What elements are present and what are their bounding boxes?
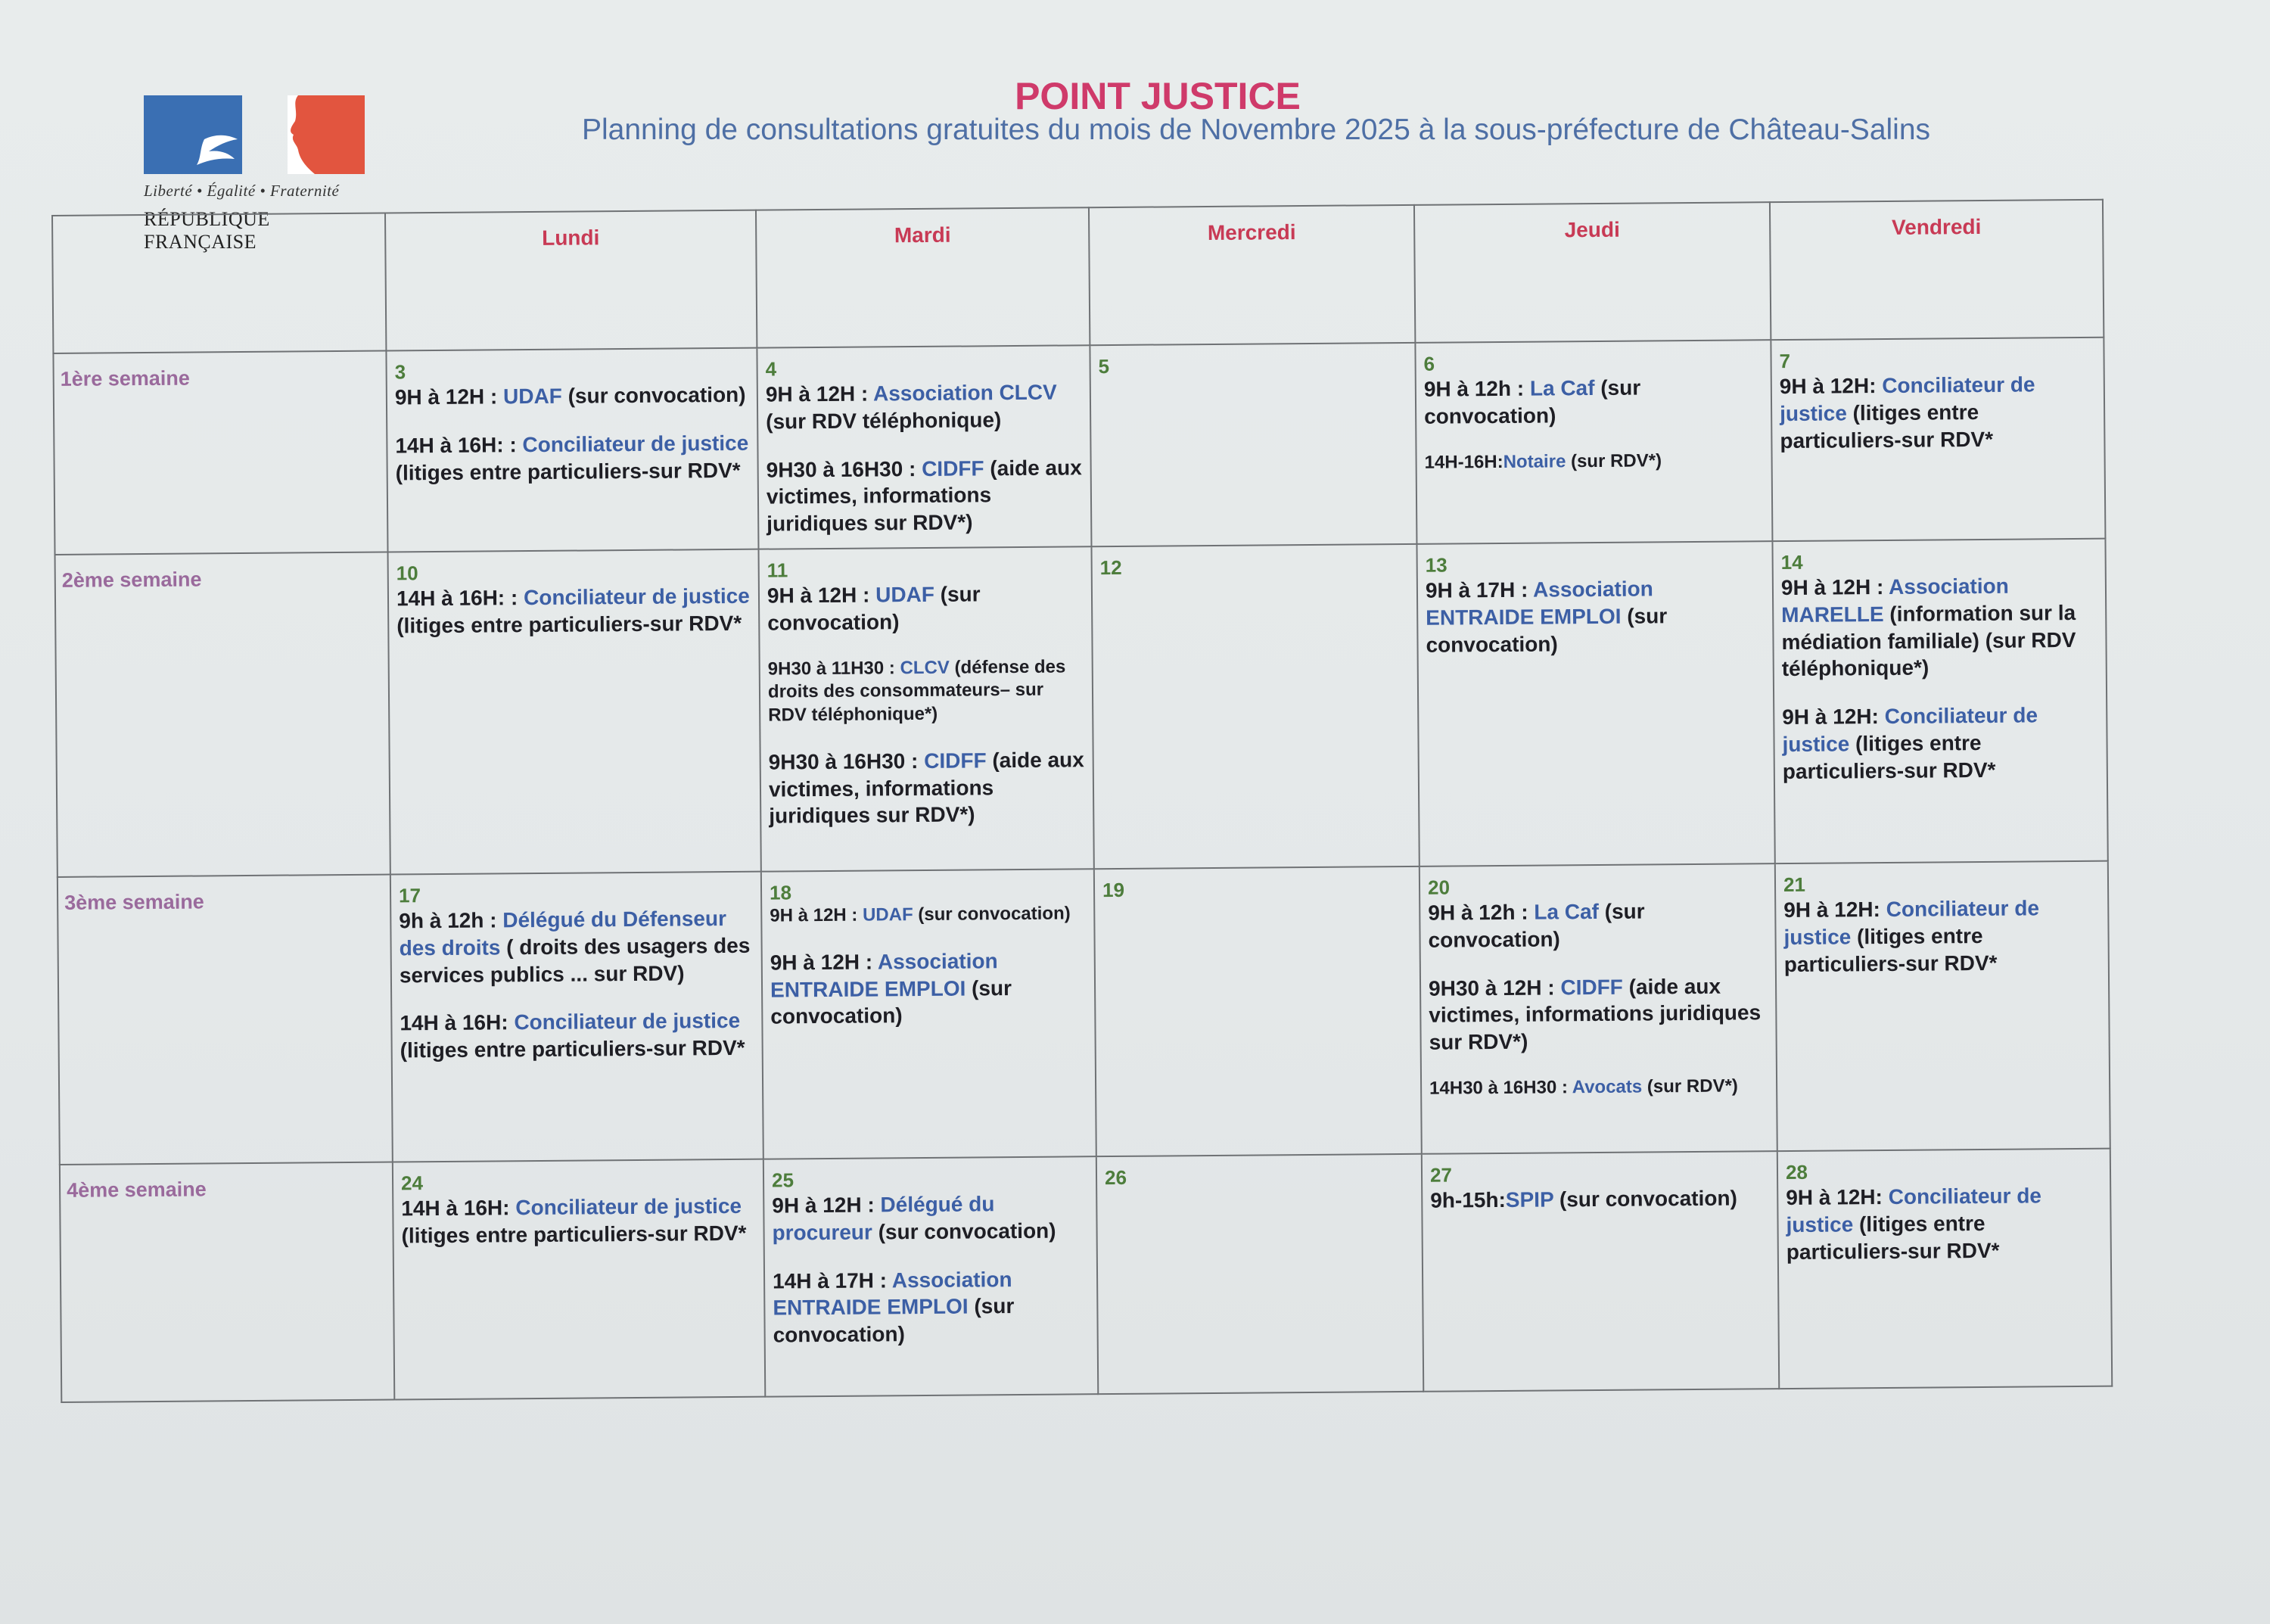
day-number: 10 <box>396 562 418 585</box>
day-header: Mardi <box>756 207 1090 347</box>
day-number: 20 <box>1427 876 1451 899</box>
entry-time: 14H à 16H: <box>401 1196 516 1221</box>
entry-organization: Notaire <box>1503 450 1566 472</box>
week-row <box>53 338 2105 555</box>
day-number: 14 <box>1780 550 1803 574</box>
entry-time: 9h-15h: <box>1430 1187 1506 1212</box>
day-cell <box>1416 541 1774 866</box>
day-number: 25 <box>771 1168 794 1192</box>
entry-time: 14H à 16H: <box>400 1010 515 1035</box>
consultation-entry <box>396 583 751 639</box>
entry-organization: Conciliateur de justice <box>522 431 749 456</box>
day-number: 18 <box>769 881 792 904</box>
entry-details: (litiges entre particuliers-sur RDV* <box>1786 1211 2000 1264</box>
entry-time: 14H à 17H : <box>772 1268 892 1293</box>
consultation-entry <box>768 655 1085 727</box>
day-number: 21 <box>1783 873 1806 897</box>
entry-details: (litiges entre particuliers-sur RDV* <box>1780 400 1994 453</box>
consultation-entry <box>1424 373 1764 430</box>
entry-organization: Association ENTRAIDE EMPLOI <box>773 1267 1012 1321</box>
day-cell <box>390 872 763 1162</box>
day-cell <box>1777 1149 2112 1389</box>
entry-organization: UDAF <box>875 582 935 607</box>
consultation-entry <box>395 381 749 412</box>
day-cell <box>1420 863 1777 1154</box>
day-cell <box>1094 866 1422 1156</box>
calendar-table <box>51 199 2113 1403</box>
entry-organization: Association CLCV <box>872 380 1057 406</box>
entry-details: (sur RDV*) <box>1566 450 1662 471</box>
entry-details: (litiges entre particuliers-sur RDV* <box>396 611 742 638</box>
consultation-entry <box>1780 371 2097 455</box>
entry-details: (litiges entre particuliers-sur RDV* <box>400 1036 745 1062</box>
entry-details: (aide aux victimes, informations juridiques sur RDV*) <box>766 455 1082 536</box>
entry-time: 9H30 à 16H30 : <box>768 748 925 774</box>
day-number: 5 <box>1098 355 1110 378</box>
entry-time: 9H à 12h : <box>1428 900 1535 925</box>
consultation-entry <box>767 580 1084 636</box>
entry-time: 14H à 16H: : <box>396 586 524 611</box>
entry-time: 9H à 17H : <box>1425 577 1534 602</box>
day-number: 7 <box>1779 349 1791 373</box>
day-cell <box>1775 861 2110 1151</box>
consultation-entry <box>1428 897 1768 954</box>
page-subtitle: Planning de consultations gratuites du mois de Novembre 2025 à la sous-préfecture de Château-Salins <box>581 114 1931 146</box>
day-number: 28 <box>1785 1160 1808 1184</box>
corner-cell <box>52 213 386 353</box>
entry-organization: Conciliateur de justice <box>1780 372 2035 425</box>
entry-time: 9H à 12H : <box>767 583 876 608</box>
entry-organization: CLCV <box>900 657 950 678</box>
day-cell <box>1415 340 1772 544</box>
logo-republique-francaise: RÉPUBLIQUE FRANÇAISE <box>144 208 270 253</box>
week-label: 2ème semaine <box>55 552 390 877</box>
day-header: Vendredi <box>1770 200 2104 340</box>
day-number: 4 <box>765 357 777 381</box>
day-number: 26 <box>1104 1165 1127 1190</box>
entry-details: (sur convocation) <box>1424 375 1641 428</box>
consultation-entry <box>1782 702 2099 786</box>
entry-time: 9H à 12H : <box>765 381 874 406</box>
consultation-entry <box>1426 574 1765 658</box>
entry-time: 9H30 à 12H : <box>1428 975 1561 1000</box>
entry-details: (aide aux victimes, informations juridiques sur RDV*) <box>768 748 1084 829</box>
consultation-entry <box>400 1007 754 1064</box>
week-row <box>55 539 2108 877</box>
consultation-entry <box>770 902 1086 928</box>
entry-time: 14H-16H: <box>1424 451 1503 473</box>
day-number: 11 <box>767 558 788 582</box>
day-cell <box>761 869 1096 1159</box>
entry-details: (sur convocation) <box>913 903 1071 926</box>
entry-time: 9H à 12H : <box>770 950 878 975</box>
entry-organization: Association ENTRAIDE EMPLOI <box>1426 577 1653 630</box>
day-number: 27 <box>1429 1163 1453 1187</box>
consultation-entry <box>401 1193 756 1249</box>
entry-details: (litiges entre particuliers-sur RDV* <box>401 1221 747 1248</box>
week-row <box>60 1149 2112 1402</box>
entry-time: 9H à 12H : <box>394 384 504 409</box>
entry-details: (information sur la médiation familiale) (sur RDV téléphonique*) <box>1781 600 2076 681</box>
day-number: 6 <box>1423 352 1435 375</box>
consultation-entry <box>1786 1182 2103 1266</box>
entry-organization: CIDFF <box>1560 975 1623 1000</box>
day-header: Lundi <box>385 210 757 351</box>
entry-organization: Conciliateur de justice <box>514 1009 741 1034</box>
consultation-entry <box>1429 972 1768 1056</box>
day-number: 19 <box>1102 878 1125 902</box>
entry-time: 9H30 à 16H30 : <box>766 456 922 482</box>
consultation-entry <box>773 1265 1090 1349</box>
day-cell <box>1772 539 2107 863</box>
consultation-entry <box>769 746 1086 830</box>
day-cell <box>1090 343 1416 546</box>
entry-details: (litiges entre particuliers-sur RDV* <box>1782 731 1996 784</box>
week-label: 4ème semaine <box>60 1162 394 1402</box>
logo-motto: Liberté • Égalité • Fraternité <box>144 182 340 200</box>
entry-organization: Conciliateur de justice <box>515 1193 742 1220</box>
entry-time: 9H à 12H : <box>772 1193 881 1218</box>
day-cell <box>388 549 761 875</box>
entry-organization: CIDFF <box>922 456 984 481</box>
day-cell <box>758 546 1093 871</box>
week-label: 3ème semaine <box>58 875 393 1165</box>
entry-time: 9H à 12h : <box>1423 376 1531 401</box>
entry-organization: Conciliateur de justice <box>1786 1184 2042 1237</box>
week-label: 1ère semaine <box>53 351 387 555</box>
day-cell <box>757 345 1091 549</box>
entry-time: 9H à 12H: <box>1786 1184 1889 1210</box>
day-cell <box>386 348 758 552</box>
entry-details: (sur convocation) <box>1553 1186 1737 1212</box>
day-number: 13 <box>1425 553 1448 577</box>
consultation-entry <box>1425 449 1764 474</box>
entry-details: ( droits des usagers des services publics ... sur RDV) <box>399 933 751 988</box>
entry-time: 14H à 16H: : <box>395 432 523 458</box>
day-number: 3 <box>394 360 406 384</box>
week-row <box>58 861 2110 1165</box>
day-header: Jeudi <box>1414 202 1771 343</box>
entry-time: 9H à 12H : <box>1780 574 1889 600</box>
entry-time: 9H à 12H : <box>770 904 863 926</box>
entry-organization: La Caf <box>1534 899 1600 924</box>
entry-time: 9H à 12H: <box>1783 897 1886 922</box>
entry-organization: UDAF <box>862 904 913 926</box>
entry-details: (sur convocation) <box>770 975 1012 1028</box>
consultation-entry <box>1783 894 2101 978</box>
day-number: 24 <box>400 1171 424 1195</box>
day-cell <box>393 1159 765 1400</box>
day-cell <box>1422 1151 1779 1392</box>
entry-details: (aide aux victimes, informations juridiques sur RDV*) <box>1429 974 1762 1055</box>
entry-time: 9h à 12h : <box>399 908 503 933</box>
entry-details: (sur convocation) <box>872 1218 1056 1244</box>
entry-details: (sur convocation) <box>1426 604 1668 657</box>
entry-details: (litiges entre particuliers-sur RDV* <box>395 458 741 485</box>
entry-time: 14H30 à 16H30 : <box>1429 1077 1572 1099</box>
entry-details: (sur RDV téléphonique) <box>766 407 1002 434</box>
consultation-entry <box>772 1190 1089 1246</box>
entry-time: 9H à 12H: <box>1779 374 1883 399</box>
entry-organization: Avocats <box>1572 1076 1643 1098</box>
day-number: 12 <box>1099 555 1122 580</box>
entry-details: (litiges entre particuliers-sur RDV* <box>1783 923 1998 976</box>
entry-organization: Conciliateur de justice <box>523 583 750 610</box>
entry-organization: Conciliateur de justice <box>1783 896 2040 949</box>
day-cell <box>1096 1154 1423 1394</box>
entry-organization: SPIP <box>1505 1187 1554 1212</box>
entry-organization: La Caf <box>1529 375 1595 400</box>
consultation-entry <box>1430 1184 1769 1214</box>
entry-organization: Association ENTRAIDE EMPLOI <box>770 948 998 1002</box>
entry-details: (sur RDV*) <box>1642 1075 1738 1097</box>
entry-organization: Association MARELLE <box>1781 574 2009 627</box>
day-cell <box>1091 544 1419 869</box>
entry-details: (sur convocation) <box>561 382 746 408</box>
consultation-entry <box>1429 1075 1768 1100</box>
consultation-entry <box>395 430 750 487</box>
entry-details: (sur convocation) <box>1428 899 1645 952</box>
entry-time: 9H30 à 11H30 : <box>767 657 900 680</box>
day-cell <box>1771 338 2105 541</box>
entry-organization: Conciliateur de justice <box>1782 703 2038 757</box>
entry-organization: UDAF <box>502 384 562 409</box>
entry-details: (défense des droits des consommateurs– sur RDV téléphonique*) <box>767 656 1066 726</box>
entry-details: (sur convocation) <box>767 582 981 635</box>
consultation-entry <box>399 905 754 989</box>
day-header: Mercredi <box>1089 205 1415 345</box>
day-cell <box>763 1156 1098 1396</box>
day-number: 17 <box>398 884 421 907</box>
entry-organization: CIDFF <box>924 748 987 773</box>
consultation-entry <box>767 454 1084 538</box>
entry-time: 9H à 12H: <box>1782 705 1885 730</box>
consultation-entry <box>1781 572 2098 683</box>
consultation-entry <box>766 378 1083 435</box>
calendar-header-row <box>52 200 2104 353</box>
marianne-flag-icon <box>144 95 365 174</box>
entry-details: (sur convocation) <box>773 1294 1015 1347</box>
page-title: POINT JUSTICE <box>1015 75 1301 117</box>
entry-organization: Délégué du Défenseur des droits <box>399 907 727 960</box>
consultation-entry <box>770 947 1087 1031</box>
entry-organization: Délégué du procureur <box>772 1192 995 1245</box>
